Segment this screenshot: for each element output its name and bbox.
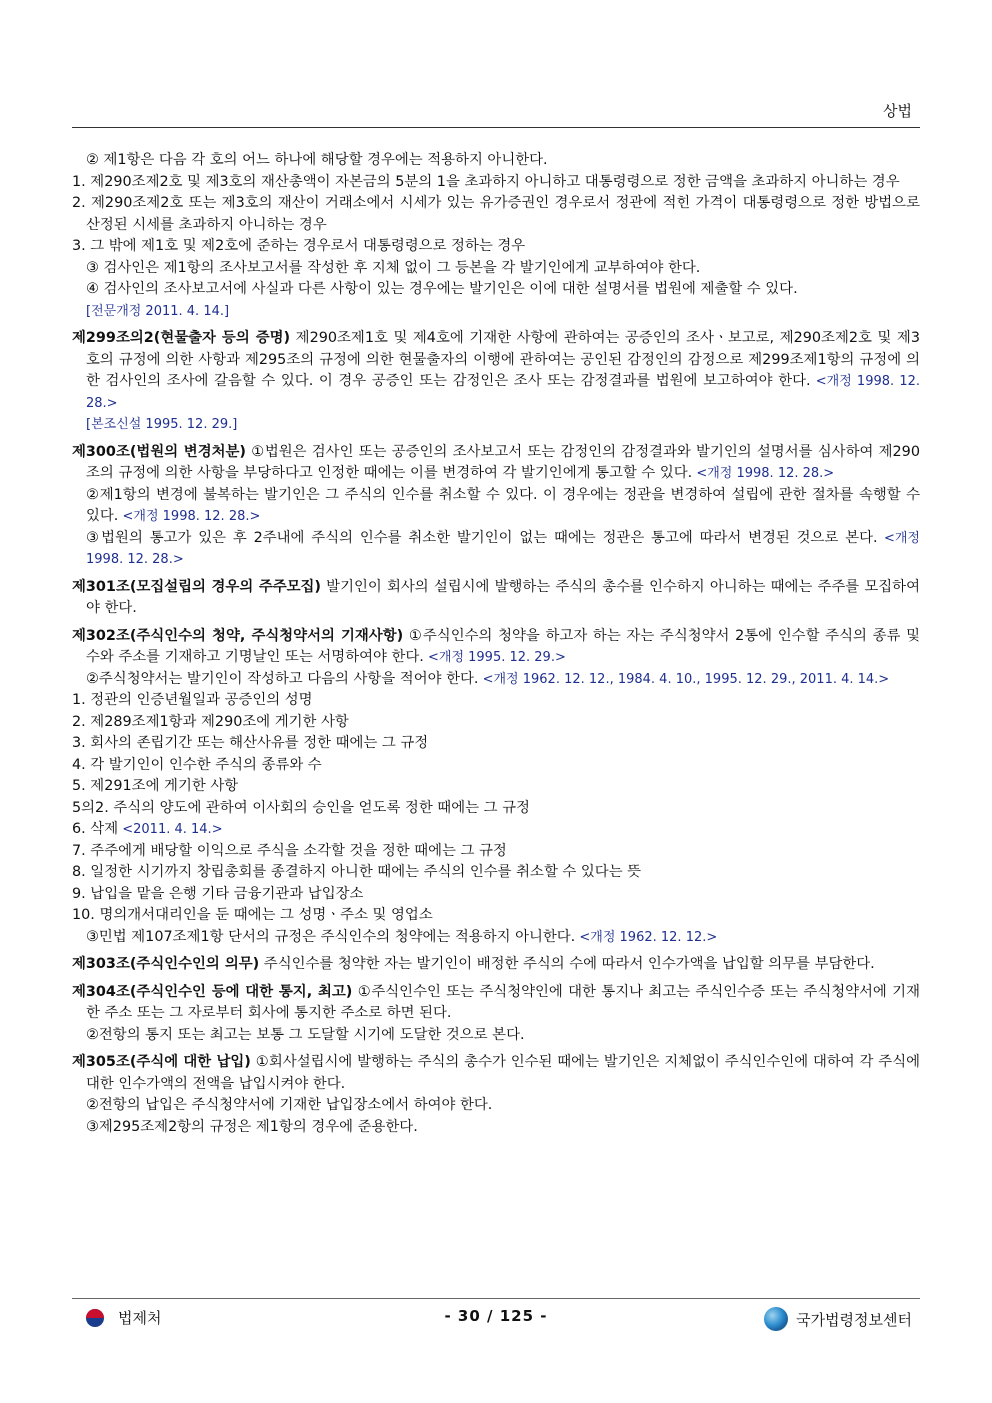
paragraph-text: 6. 삭제: [72, 821, 119, 837]
list-item: [72, 776, 920, 798]
article-title: 제304조(주식인수인 등에 대한 통지, 최고): [72, 983, 353, 1000]
paragraph-text: ③ 검사인은 제1항의 조사보고서를 작성한 후 지체 없이 그 등본을 각 발기인에게 교부하여야 한다.: [86, 259, 701, 276]
paragraph-text: ①주식인수인 또는 주식청약인에 대한 통지나 최고는 주식인수증 또는 주식청약서에 기재한 주소 또는 그 자로부터 회사에 통지한 주소로 하면 된다.: [86, 983, 920, 1021]
footer-publisher-label: 법제처: [118, 1309, 162, 1327]
list-item: [72, 841, 920, 863]
paragraph-text: ④ 검사인의 조사보고서에 사실과 다른 사항이 있는 경우에는 발기인은 이에 대한 설명서를 법원에 제출할 수 있다.: [86, 281, 798, 297]
paragraph-text: ②전항의 납입은 주식청약서에 기재한 납입장소에서 하여야 한다.: [86, 1097, 493, 1113]
paragraph-text: 제290조제1호 및 제4호에 기재한 사항에 관하여는 공증인의 조사ㆍ보고로, 제290조제2호 및 제3호의 규정에 의한 사항과 제295조의 규정에 의한 현물출자의 이행에 관하여는 공인된 감정인의 감정으로 제299조제1항의 규정에 의한 검사인의 조사에 갈음할 수 있다. 이 경우 공증인 또는 감정인은 조사 또는 감정결과를 법원에 보고하여야 한다.: [86, 330, 920, 389]
paragraph: [72, 528, 920, 571]
paragraph-text: 주식인수를 청약한 자는 발기인이 배정한 주식의 수에 따라서 인수가액을 납입할 의무를 부담한다.: [259, 956, 875, 972]
article-title: 제300조(법원의 변경처분): [72, 443, 246, 460]
paragraph-text: ①주식인수의 청약을 하고자 하는 자는 주식청약서 2통에 인수할 주식의 종류 및 수와 주소를 기재하고 기명날인 또는 서명하여야 한다.: [86, 627, 920, 665]
list-item: [72, 819, 920, 841]
paragraph-text: 4. 각 발기인이 인수한 주식의 종류와 수: [72, 756, 322, 773]
paragraph: [72, 669, 920, 691]
article-block: [72, 442, 920, 485]
revision-note: [72, 414, 920, 436]
list-item: [72, 712, 920, 734]
paragraph: [72, 927, 920, 949]
amendment-note: <2011. 4. 14.>: [118, 822, 223, 837]
header-divider: [72, 127, 920, 128]
revision-note: [72, 301, 920, 323]
paragraph-text: ①법원은 검사인 또는 공증인의 조사보고서 또는 감정인의 감정결과와 발기인의 설명서를 심사하여 제290조의 규정에 의한 사항을 부당하다고 인정한 때에는 이를 변경하여 각 발기인에게 통고할 수 있다.: [86, 443, 920, 481]
list-item: [72, 172, 920, 194]
article-block: [72, 982, 920, 1025]
list-item: [72, 236, 920, 258]
paragraph-text: 5. 제291조에 게기한 사항: [72, 778, 239, 794]
amendment-note: <개정 1995. 12. 29.>: [423, 650, 566, 665]
paragraph: [72, 1117, 920, 1139]
paragraph-text: 3. 회사의 존립기간 또는 해산사유를 정한 때에는 그 규정: [72, 735, 429, 751]
list-item: [72, 690, 920, 712]
footer-brand-label: 국가법령정보센터: [796, 1310, 912, 1329]
paragraph-text: 9. 납입을 맡을 은행 기타 금융기관과 납입장소: [72, 885, 364, 902]
paragraph: [72, 279, 920, 301]
paragraph-text: ③민법 제107조제1항 단서의 규정은 주식인수의 청약에는 적용하지 아니한다.: [86, 928, 576, 945]
article-block: [72, 577, 920, 620]
paragraph-text: ② 제1항은 다음 각 호의 어느 하나에 해당할 경우에는 적용하지 아니한다.: [86, 152, 548, 168]
paragraph: [72, 1095, 920, 1117]
paragraph-text: ③제295조제2항의 규정은 제1항의 경우에 준용한다.: [86, 1118, 418, 1135]
page-number: - 30 / 125 -: [444, 1307, 548, 1325]
list-item: [72, 905, 920, 927]
footer-center-brand[interactable]: [764, 1307, 912, 1331]
paragraph-text: ②전항의 통지 또는 최고는 보통 그 도달할 시기에 도달한 것으로 본다.: [86, 1026, 525, 1043]
article-block: [72, 1052, 920, 1095]
paragraph-text: ③법원의 통고가 있은 후 2주내에 주식의 인수를 취소한 발기인이 없는 때에는 정관은 통고에 따라서 변경된 것으로 본다.: [86, 529, 878, 546]
list-item: [72, 862, 920, 884]
paragraph-text: 2. 제290조제2호 또는 제3호의 재산이 거래소에서 시세가 있는 유가증권인 경우로서 정관에 적힌 가격이 대통령령으로 정한 방법으로 산정된 시세를 초과하지 아니하는 경우: [72, 195, 920, 233]
paragraph-text: 7. 주주에게 배당할 이익으로 주식을 소각할 것을 정한 때에는 그 규정: [72, 842, 507, 859]
article-title: 제303조(주식인수인의 의무): [72, 956, 260, 972]
header-title: 상법: [883, 102, 912, 120]
list-item: [72, 733, 920, 755]
list-item: [72, 193, 920, 236]
globe-logo-icon: [764, 1307, 788, 1331]
paragraph-text: 8. 일정한 시기까지 창립총회를 종결하지 아니한 때에는 주식의 인수를 취소할 수 있다는 뜻: [72, 864, 642, 880]
paragraph-text: 발기인이 회사의 설립시에 발행하는 주식의 총수를 인수하지 아니하는 때에는 주주를 모집하여야 한다.: [86, 578, 920, 616]
article-block: [72, 626, 920, 669]
list-item: [72, 755, 920, 777]
paragraph-text: ②제1항의 변경에 불복하는 발기인은 그 주식의 인수를 취소할 수 있다. 이 경우에는 정관을 변경하여 설립에 관한 절차를 속행할 수 있다.: [86, 486, 920, 524]
paragraph-text: 2. 제289조제1항과 제290조에 게기한 사항: [72, 713, 349, 730]
amendment-note: <개정 1998. 12. 28.>: [692, 466, 835, 481]
paragraph: [72, 1025, 920, 1047]
paragraph-text: 3. 그 밖에 제1호 및 제2호에 준하는 경우로서 대통령령으로 정하는 경우: [72, 238, 526, 254]
paragraph-text: 5의2. 주식의 양도에 관하여 이사회의 승인을 얻도록 정한 때에는 그 규정: [72, 799, 530, 816]
document-body: [72, 150, 920, 1138]
paragraph-text: 1. 제290조제2호 및 제3호의 재산총액이 자본금의 5분의 1을 초과하지 아니하고 대통령령으로 정한 금액을 초과하지 아니하는 경우: [72, 173, 900, 190]
paragraph-text: [본조신설 1995. 12. 29.]: [86, 417, 238, 432]
list-item: [72, 884, 920, 906]
paragraph: [72, 485, 920, 528]
article-title: 제305조(주식에 대한 납입): [72, 1054, 251, 1070]
paragraph-text: 10. 명의개서대리인을 둔 때에는 그 성명ㆍ주소 및 영업소: [72, 907, 433, 923]
article-title: 제299조의2(현물출자 등의 증명): [72, 330, 291, 346]
article-title: 제302조(주식인수의 청약, 주식청약서의 기재사항): [72, 627, 404, 644]
amendment-note: <개정 1998. 12. 28.>: [86, 530, 920, 567]
footer-divider: [72, 1298, 920, 1299]
paragraph-text: ①회사설립시에 발행하는 주식의 총수가 인수된 때에는 발기인은 지체없이 주식인수인에 대하여 각 주식에 대한 인수가액의 전액을 납입시켜야 한다.: [86, 1054, 920, 1092]
article-title: 제301조(모집설립의 경우의 주주모집): [72, 578, 322, 595]
amendment-note: <개정 1998. 12. 28.>: [118, 509, 261, 524]
paragraph-text: 1. 정관의 인증년월일과 공증인의 성명: [72, 692, 313, 708]
paragraph: [72, 258, 920, 280]
amendment-note: <개정 1998. 12. 28.>: [86, 374, 921, 411]
paragraph: [72, 150, 920, 172]
paragraph-text: [전문개정 2011. 4. 14.]: [86, 303, 230, 319]
amendment-note: <개정 1962. 12. 12.>: [575, 929, 718, 945]
article-block: [72, 328, 920, 414]
list-item: [72, 798, 920, 820]
amendment-note: <개정 1962. 12. 12., 1984. 4. 10., 1995. 12. 29., 2011. 4. 14.>: [478, 671, 890, 687]
paragraph-text: ②주식청약서는 발기인이 작성하고 다음의 사항을 적어야 한다.: [86, 670, 479, 687]
article-block: [72, 954, 920, 976]
